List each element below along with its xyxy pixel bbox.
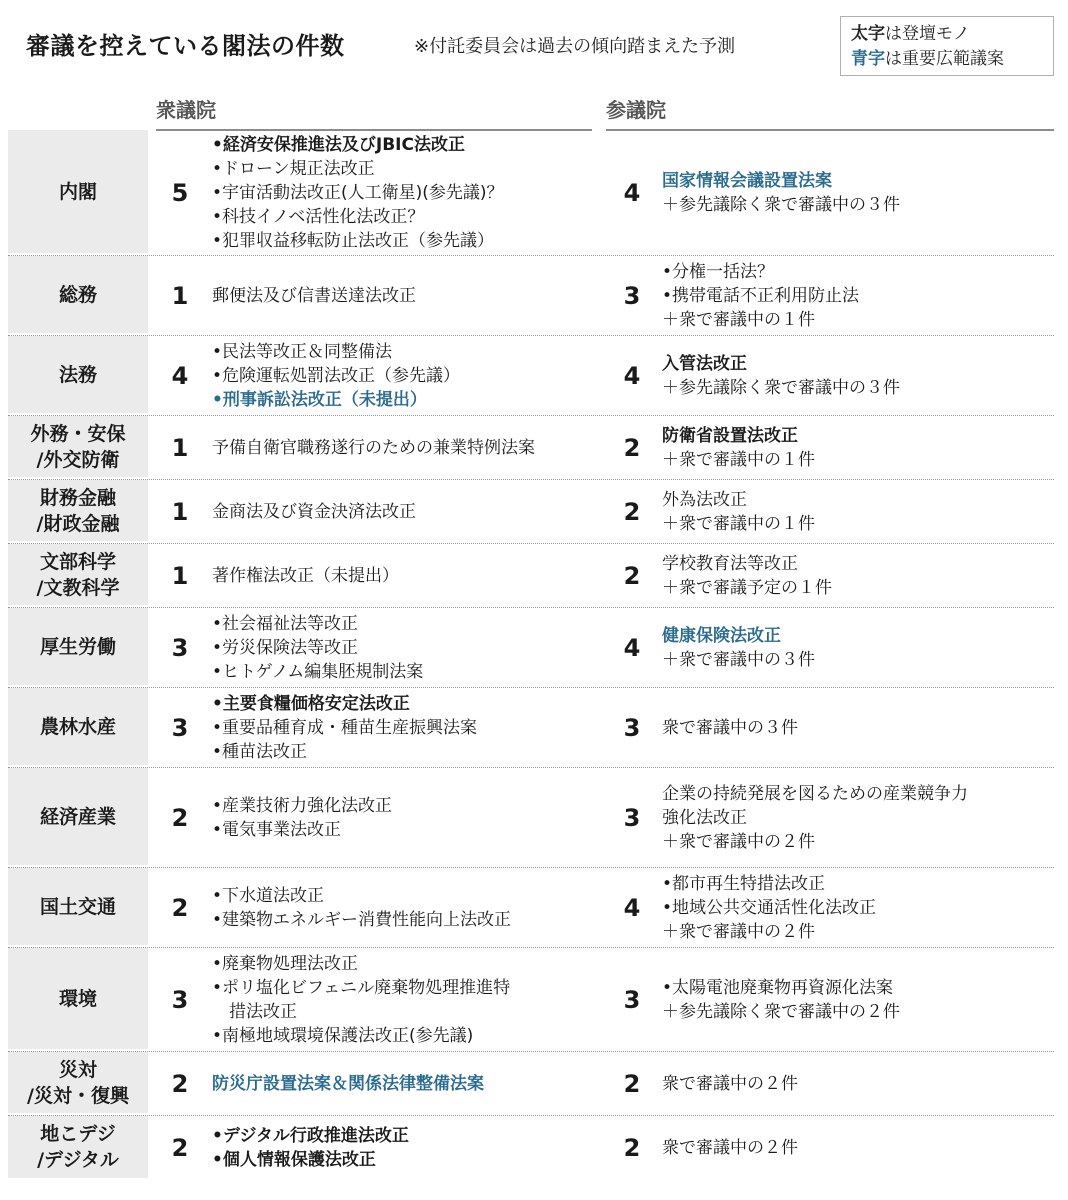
- table-row: [8, 480, 1054, 544]
- bill-item: •廃棄物処理法改正: [212, 953, 359, 974]
- shugiin-bills: [212, 688, 588, 767]
- category-cell: 災対 /災対・復興: [8, 1052, 148, 1113]
- bill-item: 外為法改正: [662, 489, 747, 510]
- sangiin-bills: [658, 130, 1054, 255]
- table-row: [8, 768, 1054, 868]
- bill-item: ＋衆で審議中の２件: [662, 921, 815, 942]
- sangiin-count: 2: [623, 433, 641, 462]
- bill-item: •分権一括法？: [662, 261, 775, 282]
- shugiin-count: 1: [171, 497, 189, 526]
- column-gap: [588, 608, 606, 687]
- bill-item: •宇宙活動法改正(人工衛星)(参先議)？: [212, 182, 504, 203]
- shugiin-bills: [212, 416, 588, 479]
- bill-item: 強化法改正: [662, 807, 747, 828]
- page-title: 審議を控えている閣法の件数: [26, 32, 345, 60]
- bill-item: •ヒトゲノム編集胚規制法案: [212, 661, 424, 682]
- bill-item: •主要食糧価格安定法改正: [212, 693, 410, 714]
- shugiin-count: 2: [171, 893, 189, 922]
- bill-item: ＋参先議除く衆で審議中の２件: [662, 1001, 900, 1022]
- shugiin-count: 3: [171, 633, 189, 662]
- sangiin-header: 参議院: [606, 94, 1054, 131]
- bill-item: •都市再生特措法改正: [662, 873, 826, 894]
- legend-box: [840, 16, 1054, 76]
- table-row: [8, 336, 1054, 416]
- sangiin-count: 3: [623, 985, 641, 1014]
- shugiin-count: 5: [171, 178, 189, 207]
- shugiin-bills: [212, 768, 588, 867]
- bill-item: ＋衆で審議中の２件: [662, 831, 815, 852]
- bill-item: 著作権法改正（未提出）: [212, 565, 399, 586]
- column-gap: [588, 1052, 606, 1115]
- bill-item: •犯罪収益移転防止法改正（参先議）: [212, 230, 495, 251]
- bill-item: 予備自衛官職務遂行のための兼業特例法案: [212, 437, 535, 458]
- bill-item: ＋参先議除く衆で審議中の３件: [662, 194, 900, 215]
- bill-item: ＋衆で審議中の１件: [662, 309, 815, 330]
- shugiin-bills: [212, 130, 588, 255]
- category-cell: 経済産業: [8, 768, 148, 865]
- sangiin-count: 2: [623, 497, 641, 526]
- sangiin-count: 4: [623, 361, 641, 390]
- category-cell: 財務金融 /財政金融: [8, 480, 148, 541]
- legend-blue-word: 青字: [851, 49, 885, 69]
- column-gap: [588, 544, 606, 607]
- column-gap: [588, 480, 606, 543]
- shugiin-count: 1: [171, 281, 189, 310]
- category-cell: 厚生労働: [8, 608, 148, 685]
- table-row: [8, 948, 1054, 1052]
- shugiin-bills: [212, 868, 588, 947]
- table-row: [8, 868, 1054, 948]
- legend-blue-line: [851, 47, 1043, 72]
- category-cell: 環境: [8, 948, 148, 1049]
- bill-item: •刑事訴訟法改正（未提出）: [212, 389, 427, 410]
- table-row: [8, 1052, 1054, 1116]
- table-row: [8, 1116, 1054, 1180]
- table-row: [8, 256, 1054, 336]
- column-gap: [588, 868, 606, 947]
- sangiin-bills: [658, 416, 1054, 479]
- sangiin-count: 3: [623, 281, 641, 310]
- sangiin-count: 2: [623, 561, 641, 590]
- table-row: [8, 130, 1054, 256]
- shugiin-bills: [212, 544, 588, 607]
- bill-item: 学校教育法等改正: [662, 553, 798, 574]
- bill-item: ＋衆で審議中の１件: [662, 513, 815, 534]
- shugiin-count: 1: [171, 561, 189, 590]
- sangiin-count: 4: [623, 633, 641, 662]
- bill-item: •産業技術力強化法改正: [212, 795, 393, 816]
- category-cell: 法務: [8, 336, 148, 413]
- bill-item: 衆で審議中の３件: [662, 717, 798, 738]
- category-cell: 内閣: [8, 130, 148, 253]
- sangiin-count: 4: [623, 893, 641, 922]
- legend-blue-rest: は重要広範議案: [885, 49, 1004, 69]
- bill-item: ＋衆で審議予定の１件: [662, 577, 832, 598]
- shugiin-bills: [212, 480, 588, 543]
- sangiin-count: 2: [623, 1069, 641, 1098]
- shugiin-bills: [212, 608, 588, 687]
- column-gap: [588, 336, 606, 415]
- bill-item: ＋参先議除く衆で審議中の３件: [662, 377, 900, 398]
- shugiin-count: 1: [171, 433, 189, 462]
- bill-item: ＋衆で審議中の１件: [662, 449, 815, 470]
- table-row: [8, 688, 1054, 768]
- bill-count-table: [8, 130, 1054, 1180]
- category-cell: 文部科学 /文教科学: [8, 544, 148, 605]
- bill-item: •労災保険法等改正: [212, 637, 359, 658]
- category-cell: 地こデジ /デジタル: [8, 1116, 148, 1178]
- legend-bold-word: 太字: [851, 24, 885, 44]
- column-gap: [588, 1116, 606, 1180]
- shugiin-count: 2: [171, 1069, 189, 1098]
- sangiin-bills: [658, 1052, 1054, 1115]
- bill-item: •経済安保推進法及びJBIC法改正: [212, 134, 465, 155]
- bill-item: •地域公共交通活性化法改正: [662, 897, 877, 918]
- bill-item: 衆で審議中の２件: [662, 1073, 798, 1094]
- bill-item: ＋衆で審議中の３件: [662, 649, 815, 670]
- category-cell: 総務: [8, 256, 148, 333]
- bill-item: •科技イノベ活性化法改正？: [212, 206, 425, 227]
- shugiin-count: 3: [171, 713, 189, 742]
- bill-item: •電気事業法改正: [212, 819, 342, 840]
- bill-item: •民法等改正＆同整備法: [212, 341, 393, 362]
- legend-bold-line: [851, 22, 1043, 47]
- bill-item: •種苗法改正: [212, 741, 308, 762]
- bill-item: •ポリ塩化ビフェニル廃棄物処理推進特: [212, 977, 511, 998]
- bill-item: •重要品種育成・種苗生産振興法案: [212, 717, 478, 738]
- column-gap: [588, 948, 606, 1051]
- sangiin-bills: [658, 688, 1054, 767]
- table-row: [8, 416, 1054, 480]
- shugiin-count: 2: [171, 803, 189, 832]
- bill-item: 防衛省設置法改正: [662, 425, 798, 446]
- shugiin-header: 衆議院: [156, 94, 592, 131]
- sangiin-bills: [658, 256, 1054, 335]
- bill-item: •個人情報保護法改正: [212, 1150, 376, 1170]
- legend-bold-rest: は登壇モノ: [885, 24, 970, 44]
- shugiin-bills: [212, 948, 588, 1051]
- table-row: [8, 544, 1054, 608]
- bill-item: 郵便法及び信書送達法改正: [212, 285, 416, 306]
- bill-item: •危険運転処罰法改正（参先議）: [212, 365, 461, 386]
- sangiin-bills: [658, 608, 1054, 687]
- sangiin-bills: [658, 948, 1054, 1051]
- bill-item: 入管法改正: [662, 353, 747, 374]
- column-gap: [588, 768, 606, 867]
- sangiin-bills: [658, 768, 1054, 867]
- bill-item: 企業の持続発展を図るための産業競争力: [662, 783, 968, 804]
- bill-item: 措法改正: [212, 1001, 297, 1022]
- bill-item: 衆で審議中の２件: [662, 1138, 798, 1158]
- sangiin-bills: [658, 868, 1054, 947]
- table-row: [8, 608, 1054, 688]
- category-cell: 外務・安保 /外交防衛: [8, 416, 148, 477]
- bill-item: •下水道法改正: [212, 885, 325, 906]
- column-gap: [588, 130, 606, 255]
- column-gap: [588, 688, 606, 767]
- forecast-note: ※付託委員会は過去の傾向踏まえた予測: [414, 36, 736, 57]
- sangiin-count: 3: [623, 713, 641, 742]
- category-cell: 国土交通: [8, 868, 148, 945]
- shugiin-count: 3: [171, 985, 189, 1014]
- shugiin-bills: [212, 1052, 588, 1115]
- column-gap: [588, 416, 606, 479]
- bill-item: 国家情報会議設置法案: [662, 170, 832, 191]
- bill-item: •デジタル行政推進法改正: [212, 1126, 409, 1146]
- bill-item: •太陽電池廃棄物再資源化法案: [662, 977, 894, 998]
- bill-item: •携帯電話不正利用防止法: [662, 285, 860, 306]
- column-gap: [588, 256, 606, 335]
- bill-item: •ドローン規正法改正: [212, 158, 375, 179]
- shugiin-bills: [212, 1116, 588, 1180]
- sangiin-count: 2: [623, 1134, 641, 1162]
- bill-item: 防災庁設置法案＆関係法律整備法案: [212, 1073, 484, 1094]
- category-cell: 農林水産: [8, 688, 148, 765]
- bill-item: 健康保険法改正: [662, 625, 781, 646]
- shugiin-count: 4: [171, 361, 189, 390]
- sangiin-bills: [658, 336, 1054, 415]
- shugiin-bills: [212, 336, 588, 415]
- sangiin-bills: [658, 480, 1054, 543]
- bill-item: •社会福祉法等改正: [212, 613, 359, 634]
- bill-item: 金商法及び資金決済法改正: [212, 501, 416, 522]
- bill-item: •建築物エネルギー消費性能向上法改正: [212, 909, 512, 930]
- sangiin-count: 4: [623, 178, 641, 207]
- bill-item: •南極地域環境保護法改正(参先議): [212, 1025, 474, 1046]
- sangiin-bills: [658, 544, 1054, 607]
- shugiin-bills: [212, 256, 588, 335]
- sangiin-count: 3: [623, 803, 641, 832]
- sangiin-bills: [658, 1116, 1054, 1180]
- shugiin-count: 2: [171, 1134, 189, 1162]
